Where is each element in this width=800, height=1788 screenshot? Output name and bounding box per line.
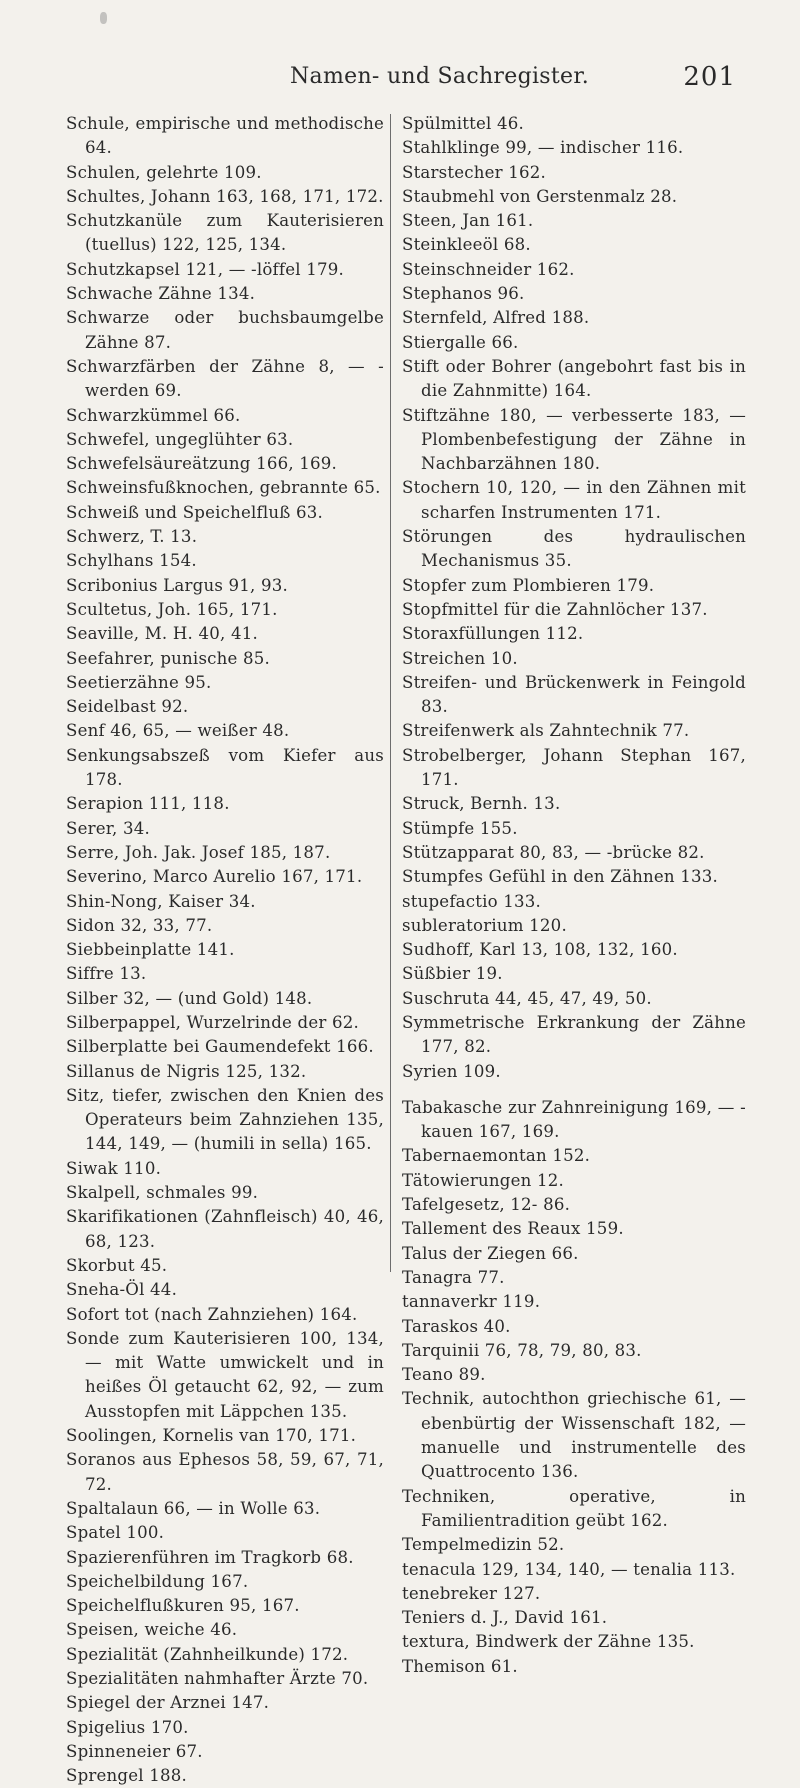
index-entry: Teano 89. — [402, 1365, 486, 1385]
index-entry: Spinneneier 67. — [66, 1741, 203, 1761]
column-divider — [390, 114, 391, 1272]
index-entry: Siffre 13. — [66, 964, 147, 984]
index-entry: Sillanus de Nigris 125, 132. — [66, 1061, 307, 1081]
index-entry: Serapion 111, 118. — [66, 794, 230, 814]
index-entry: Soolingen, Kornelis van 170, 171. — [66, 1426, 357, 1446]
index-entry: Spezialität (Zahnheilkunde) 172. — [66, 1644, 349, 1664]
index-entry: Taraskos 40. — [402, 1316, 511, 1336]
index-entry: Suschruta 44, 45, 47, 49, 50. — [402, 988, 652, 1008]
index-entry: Stiftzähne 180, — verbesserte 183, — Plombenbefestigung der Zähne in Nachbarzähnen 180. — [402, 405, 746, 474]
index-entry: Schwefel, ungeglühter 63. — [66, 429, 294, 449]
index-entry: Steen, Jan 161. — [402, 211, 534, 231]
index-entry: tenacula 129, 134, 140, — tenalia 113. — [402, 1559, 736, 1579]
index-entry: Stützapparat 80, 83, — -brücke 82. — [402, 842, 705, 862]
index-entry: Schutzkapsel 121, — -löffel 179. — [66, 259, 344, 279]
index-entry: Streifenwerk als Zahntechnik 77. — [402, 721, 690, 741]
index-entry: Schweiß und Speichelfluß 63. — [66, 502, 324, 522]
index-entry: Strobelberger, Johann Stephan 167, 171. — [402, 745, 746, 790]
index-entry: Tafelgesetz, 12- 86. — [402, 1195, 571, 1215]
index-entry: Streichen 10. — [402, 648, 518, 668]
index-entry: Talus der Ziegen 66. — [402, 1243, 579, 1263]
index-entry: Steinschneider 162. — [402, 259, 575, 279]
index-entry: Spazierenführen im Tragkorb 68. — [66, 1547, 354, 1567]
index-entry: Silber 32, — (und Gold) 148. — [66, 988, 313, 1008]
index-entry: Schultes, Johann 163, 168, 171, 172. — [66, 186, 384, 206]
index-entry: Sudhoff, Karl 13, 108, 132, 160. — [402, 940, 678, 960]
index-entry: stupefactio 133. — [402, 891, 542, 911]
index-entry: Stumpfes Gefühl in den Zähnen 133. — [402, 867, 719, 887]
index-entry: Stift oder Bohrer (angebohrt fast bis in die Zahnmitte) 164. — [402, 356, 746, 401]
index-entry: Streifen- und Brückenwerk in Feingold 83. — [402, 672, 746, 717]
index-entry: Stümpfe 155. — [402, 818, 518, 838]
index-entry: Spaltalaun 66, — in Wolle 63. — [66, 1498, 321, 1518]
index-entry: Tabernaemontan 152. — [402, 1146, 591, 1166]
index-entry: Störungen des hydraulischen Mechanismus 35. — [402, 527, 746, 571]
index-entry: Severino, Marco Aurelio 167, 171. — [66, 867, 363, 887]
index-entry: Syrien 109. — [402, 1061, 501, 1081]
index-entry: Siwak 110. — [66, 1158, 162, 1178]
index-entry: Steinkleeöl 68. — [402, 235, 531, 255]
index-entry: Seetierzähne 95. — [66, 672, 212, 692]
index-entry: Staubmehl von Gerstenmalz 28. — [402, 186, 678, 206]
index-entry: Technik, autochthon griechische 61, — ebenbürtig der Wissenschaft 182, — manuelle und instrumentelle des Quattrocento 136. — [402, 1389, 746, 1482]
index-entry: Themison 61. — [402, 1656, 518, 1676]
index-entry: Spatel 100. — [66, 1523, 165, 1543]
index-entry: Stiergalle 66. — [402, 332, 519, 352]
index-entry: Schutzkanüle zum Kauterisieren (tuellus) 122, 125, 134. — [66, 211, 384, 255]
index-entry: Spezialitäten nahmhafter Ärzte 70. — [66, 1669, 369, 1688]
index-entry: Tarquinii 76, 78, 79, 80, 83. — [402, 1340, 642, 1360]
page-header — [0, 60, 800, 100]
index-entry: tenebreker 127. — [402, 1583, 541, 1603]
page-smudge — [100, 12, 107, 24]
running-head-title: Namen- und Sachregister. — [290, 64, 590, 89]
index-entry: Speichelbildung 167. — [66, 1571, 249, 1591]
index-entry: Shin-Nong, Kaiser 34. — [66, 891, 256, 911]
index-entry: Skorbut 45. — [66, 1255, 168, 1275]
index-entry: Spiegel der Arznei 147. — [66, 1693, 270, 1713]
index-entry: Sternfeld, Alfred 188. — [402, 308, 590, 328]
index-entry: Süßbier 19. — [402, 964, 503, 984]
index-entry: Schwache Zähne 134. — [66, 284, 256, 304]
index-entry: Schule, empirische und methodische 64. — [66, 114, 384, 158]
index-entry: Skalpell, schmales 99. — [66, 1183, 259, 1203]
index-entry: Schylhans 154. — [66, 551, 197, 571]
index-entry: Techniken, operative, in Familientradition geübt 162. — [402, 1486, 746, 1530]
index-entry: Schweinsfußknochen, gebrannte 65. — [66, 478, 381, 498]
index-entry: Silberpappel, Wurzelrinde der 62. — [66, 1012, 359, 1032]
index-entry: Skarifikationen (Zahnfleisch) 40, 46, 68, 123. — [66, 1207, 384, 1251]
index-entry: Sneha-Öl 44. — [66, 1280, 178, 1300]
index-entry: Tätowierungen 12. — [402, 1170, 564, 1190]
index-entry: Seefahrer, punische 85. — [66, 648, 271, 668]
index-entry: Senkungsabszeß vom Kiefer aus 178. — [66, 745, 384, 790]
page-number: 201 — [683, 62, 736, 92]
index-entry: Scribonius Largus 91, 93. — [66, 575, 288, 595]
index-entry: Serer, 34. — [66, 818, 150, 838]
index-entry: Scultetus, Joh. 165, 171. — [66, 599, 278, 619]
index-entry: Stephanos 96. — [402, 284, 525, 304]
index-column-right — [402, 112, 746, 1679]
index-entry: Schwefelsäureätzung 166, 169. — [66, 454, 338, 474]
index-entry: Tempelmedizin 52. — [402, 1535, 565, 1555]
index-entry: Soranos aus Ephesos 58, 59, 67, 71, 72. — [66, 1450, 384, 1494]
index-entry: Schwerz, T. 13. — [66, 527, 198, 547]
index-entry: Senf 46, 65, — weißer 48. — [66, 721, 290, 741]
index-entry: Spigelius 170. — [66, 1717, 189, 1737]
index-entry: Tabakasche zur Zahnreinigung 169, — -kauen 167, 169. — [402, 1097, 746, 1142]
index-entry: Siebbeinplatte 141. — [66, 940, 235, 960]
index-entry: textura, Bindwerk der Zähne 135. — [402, 1632, 695, 1652]
index-entry: Silberplatte bei Gaumendefekt 166. — [66, 1037, 374, 1057]
index-entry: Sonde zum Kauterisieren 100, 134, — mit Watte umwickelt und in heißes Öl getaucht 62, 92, — zum Ausstopfen mit Läppchen 135. — [66, 1328, 384, 1421]
index-entry: Speisen, weiche 46. — [66, 1620, 238, 1640]
index-entry: Sprengel 188. — [66, 1766, 188, 1786]
index-entry: Storaxfüllungen 112. — [402, 624, 584, 644]
index-entry: Schwarze oder buchsbaumgelbe Zähne 87. — [66, 308, 384, 352]
index-entry: Tanagra 77. — [402, 1267, 505, 1287]
index-entry: Schwarzfärben der Zähne 8, — -werden 69. — [66, 356, 384, 401]
index-entry: Starstecher 162. — [402, 162, 547, 182]
index-entry: Stochern 10, 120, — in den Zähnen mit scharfen Instrumenten 171. — [402, 478, 746, 522]
index-entry: Stahlklinge 99, — indischer 116. — [402, 138, 684, 158]
index-entry: Sitz, tiefer, zwischen den Knien des Operateurs beim Zahnziehen 135, 144, 149, — (humili in sella) 165. — [66, 1085, 384, 1154]
index-entry: Stopfmittel für die Zahnlöcher 137. — [402, 599, 708, 619]
index-entry: Sidon 32, 33, 77. — [66, 915, 213, 935]
index-entry: Symmetrische Erkrankung der Zähne 177, 82. — [402, 1012, 746, 1057]
index-entry: Seaville, M. H. 40, 41. — [66, 624, 258, 644]
index-entry: subleratorium 120. — [402, 915, 567, 935]
index-column-left — [66, 112, 384, 1788]
index-entry: Schulen, gelehrte 109. — [66, 162, 262, 182]
index-entry: Stopfer zum Plombieren 179. — [402, 575, 655, 595]
index-entry: Struck, Bernh. 13. — [402, 794, 561, 814]
index-entry: Sofort tot (nach Zahnziehen) 164. — [66, 1304, 358, 1324]
index-entry: Serre, Joh. Jak. Josef 185, 187. — [66, 842, 331, 862]
index-entry: Schwarzkümmel 66. — [66, 405, 241, 425]
index-entry: Speichelflußkuren 95, 167. — [66, 1596, 300, 1616]
index-entry: tannaverkr 119. — [402, 1292, 541, 1312]
index-entry: Teniers d. J., David 161. — [402, 1608, 608, 1628]
index-entry: Seidelbast 92. — [66, 697, 189, 717]
index-entry: Tallement des Reaux 159. — [402, 1219, 624, 1239]
index-entry: Spülmittel 46. — [402, 114, 524, 133]
